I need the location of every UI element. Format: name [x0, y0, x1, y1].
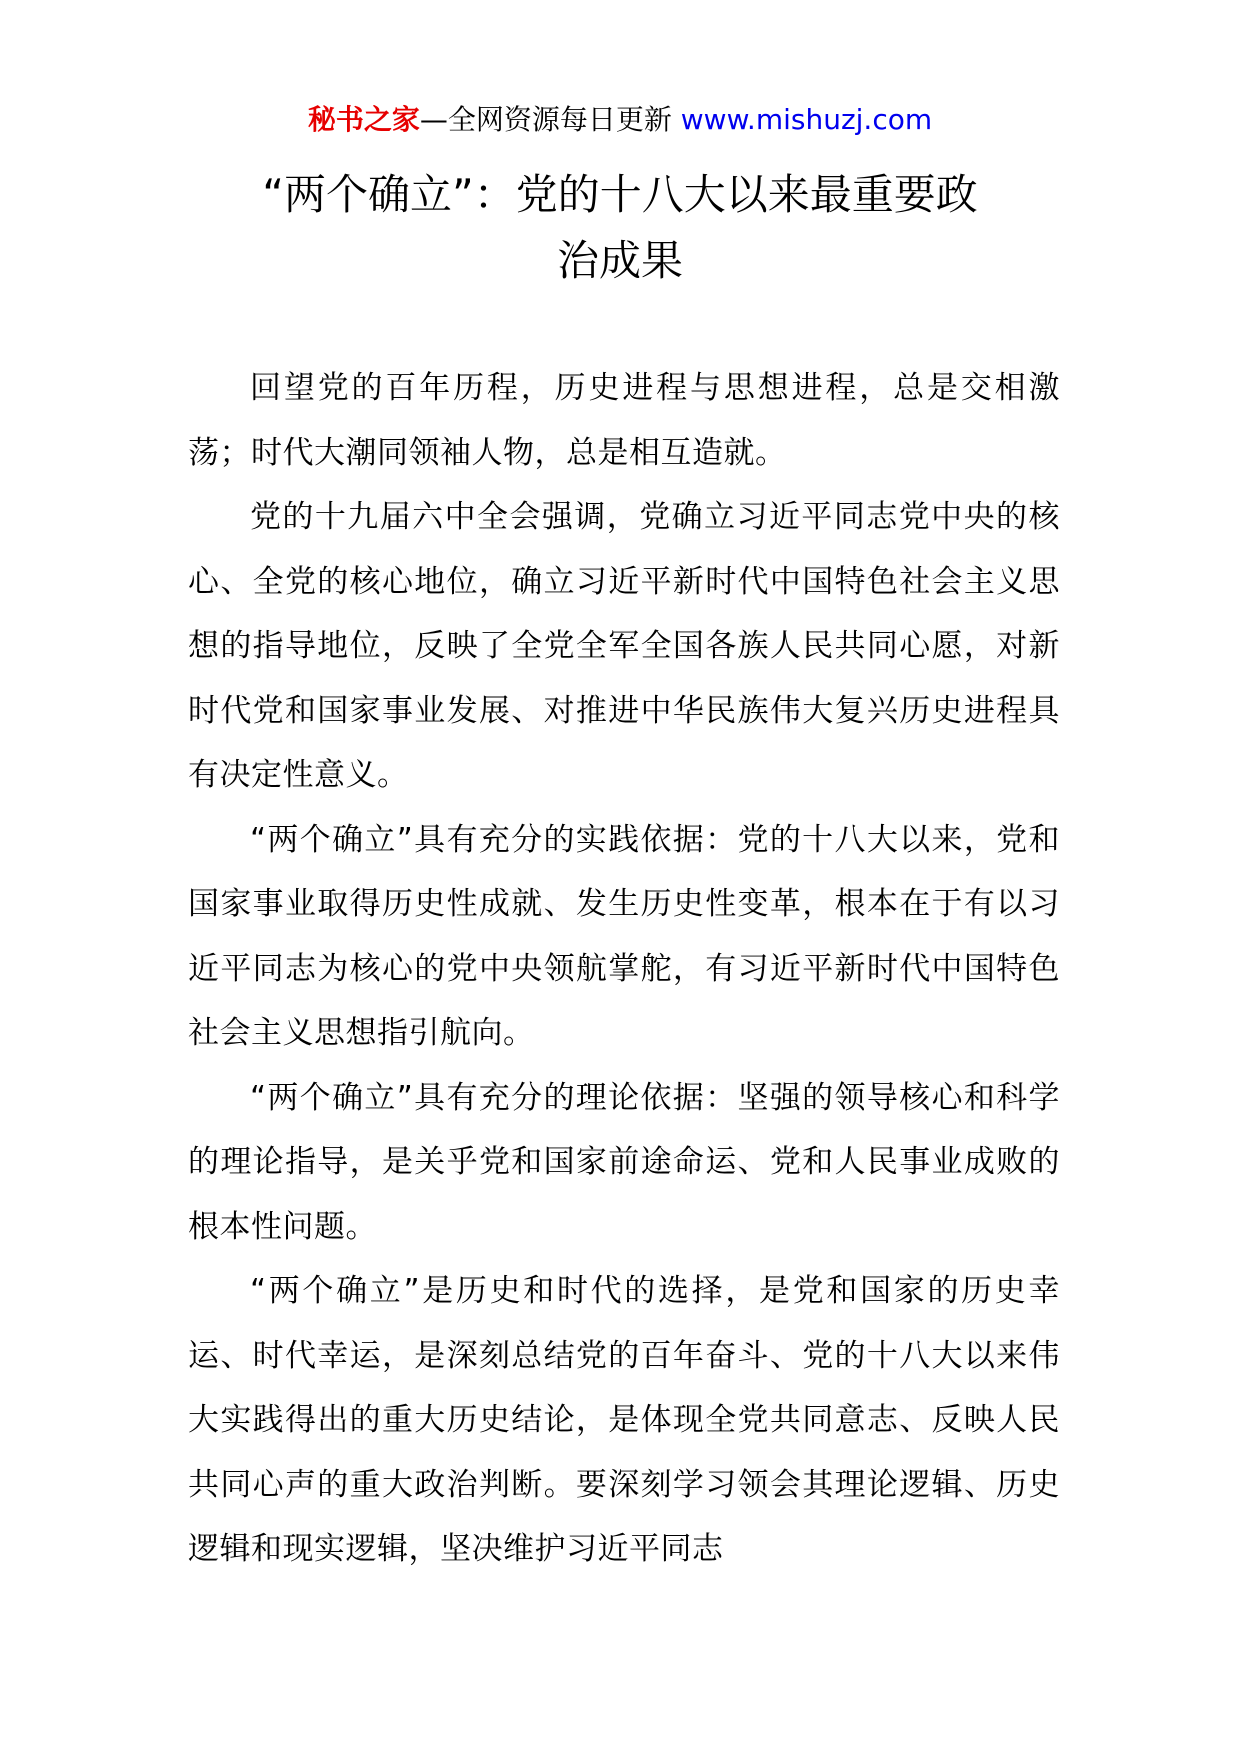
document-body [188, 356, 1060, 1582]
site-url-link[interactable]: www.mishuzj.com [680, 103, 933, 136]
title-line-1: “两个确立”：党的十八大以来最重要政 [262, 170, 978, 219]
title-line-2: 治成果 [556, 236, 683, 285]
paragraph-1: 回望党的百年历程，历史进程与思想进程，总是交相激荡；时代大潮同领袖人物，总是相互造就。 [188, 370, 1060, 471]
paragraph-2: 党的十九届六中全会强调，党确立习近平同志党中央的核心、全党的核心地位，确立习近平新时代中国特色社会主义思想的指导地位，反映了全党全军全国各族人民共同心愿，对新时代党和国家事业发展、对推进中华民族伟大复兴历史进程具有决定性意义。 [188, 499, 1060, 793]
site-tagline: —全网资源每日更新 [419, 103, 681, 136]
paragraph-3: “两个确立”具有充分的实践依据：党的十八大以来，党和国家事业取得历史性成就、发生历史性变革，根本在于有以习近平同志为核心的党中央领航掌舵，有习近平新时代中国特色社会主义思想指引航向。 [188, 821, 1060, 1051]
paragraph-4: “两个确立”具有充分的理论依据：坚强的领导核心和科学的理论指导，是关乎党和国家前途命运、党和人民事业成败的根本性问题。 [188, 1079, 1060, 1245]
paragraph-5: “两个确立”是历史和时代的选择，是党和国家的历史幸运、时代幸运，是深刻总结党的百年奋斗、党的十八大以来伟大实践得出的重大历史结论，是体现全党共同意志、反映人民共同心声的重大政治判断。要深刻学习领会其理论逻辑、历史逻辑和现实逻辑，坚决维护习近平同志 [188, 1273, 1060, 1567]
document-title [180, 162, 1060, 294]
site-name: 秘书之家 [307, 103, 420, 136]
site-header [0, 100, 1240, 140]
